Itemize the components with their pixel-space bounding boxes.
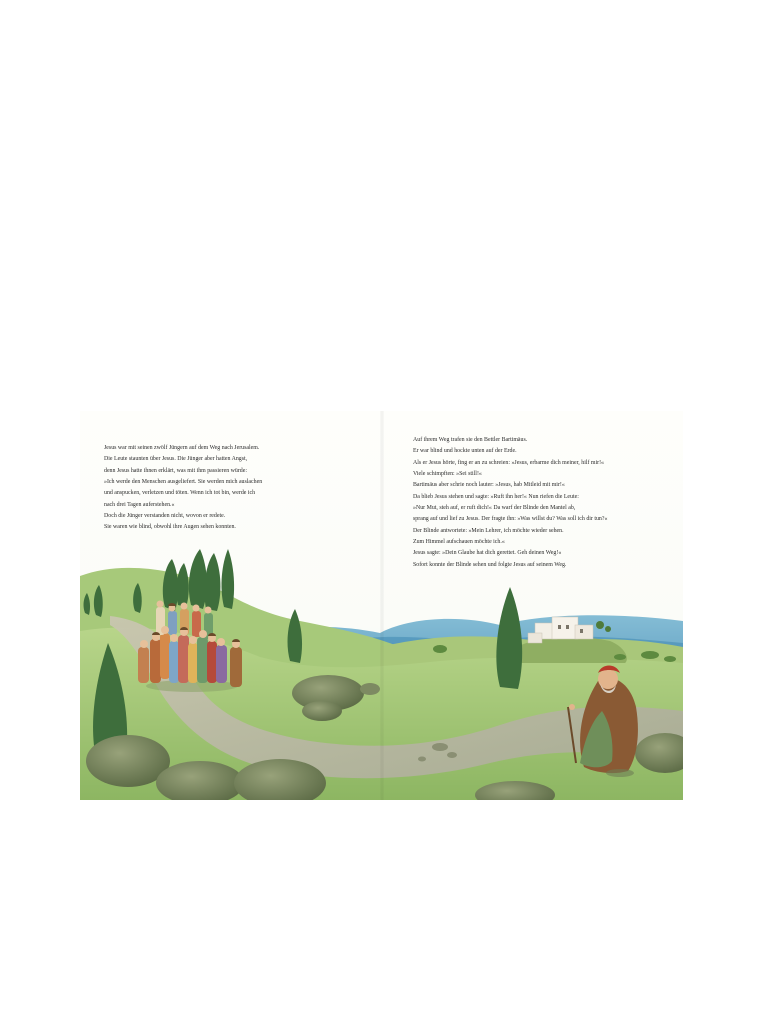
text-line: Die Leute staunten über Jesus. Die Jünger aber hatten Angst,: [104, 456, 248, 463]
text-line: Sie waren wie blind, obwohl ihre Augen sehen konnten.: [104, 524, 236, 531]
text-line: nach drei Tagen auferstehen.«: [104, 501, 175, 508]
text-line: Der Blinde antwortete: »Mein Lehrer, ich möchte wieder sehen.: [413, 527, 564, 534]
book-spread: [80, 411, 683, 800]
text-line: Jesus war mit seinen zwölf Jüngern auf dem Weg nach Jerusalem.: [104, 445, 260, 451]
text-line: Da blieb Jesus stehen und sagte: »Ruft ihn her!« Nun riefen die Leute:: [413, 493, 579, 500]
text-line: Sofort konnte der Blinde sehen und folgte Jesus auf seinem Weg.: [413, 561, 567, 568]
text-line: Er war blind und hockte unten auf der Erde.: [413, 448, 517, 455]
text-line: Als er Jesus hörte, fing er an zu schreien: »Jesus, erbarme dich meiner, hilf mir!«: [413, 459, 604, 466]
left-page-text: [104, 443, 262, 534]
book-gutter: [380, 411, 384, 800]
text-line: Viele schimpften: »Sei still!«: [413, 471, 482, 478]
text-line: Zum Himmel aufschauen möchte ich.«: [413, 539, 505, 546]
text-line: »Ich werde den Menschen ausgeliefert. Sie werden mich auslachen: [104, 479, 263, 486]
text-line: Auf ihrem Weg trafen sie den Bettler Bartimäus.: [413, 437, 528, 443]
text-line: und anspucken, verletzen und töten. Wenn ich tot bin, werde ich: [104, 490, 256, 497]
text-line: Doch die Jünger verstanden nicht, wovon er redete.: [104, 513, 226, 520]
text-line: Jesus sagte: »Dein Glaube hat dich gerettet. Geh deinen Weg!«: [413, 550, 562, 557]
text-line: sprang auf und lief zu Jesus. Der fragte ihn: »Was willst du? Was soll ich dir tun?«: [413, 516, 608, 523]
text-line: »Nur Mut, steh auf, er ruft dich!« Da warf der Blinde den Mantel ab,: [413, 505, 576, 512]
right-page-text: [413, 435, 607, 571]
text-line: denn Jesus hatte ihnen erklärt, was mit ihm passieren würde:: [104, 467, 247, 474]
text-line: Bartimäus aber schrie noch lauter: »Jesus, hab Mitleid mit mir!«: [413, 482, 565, 489]
